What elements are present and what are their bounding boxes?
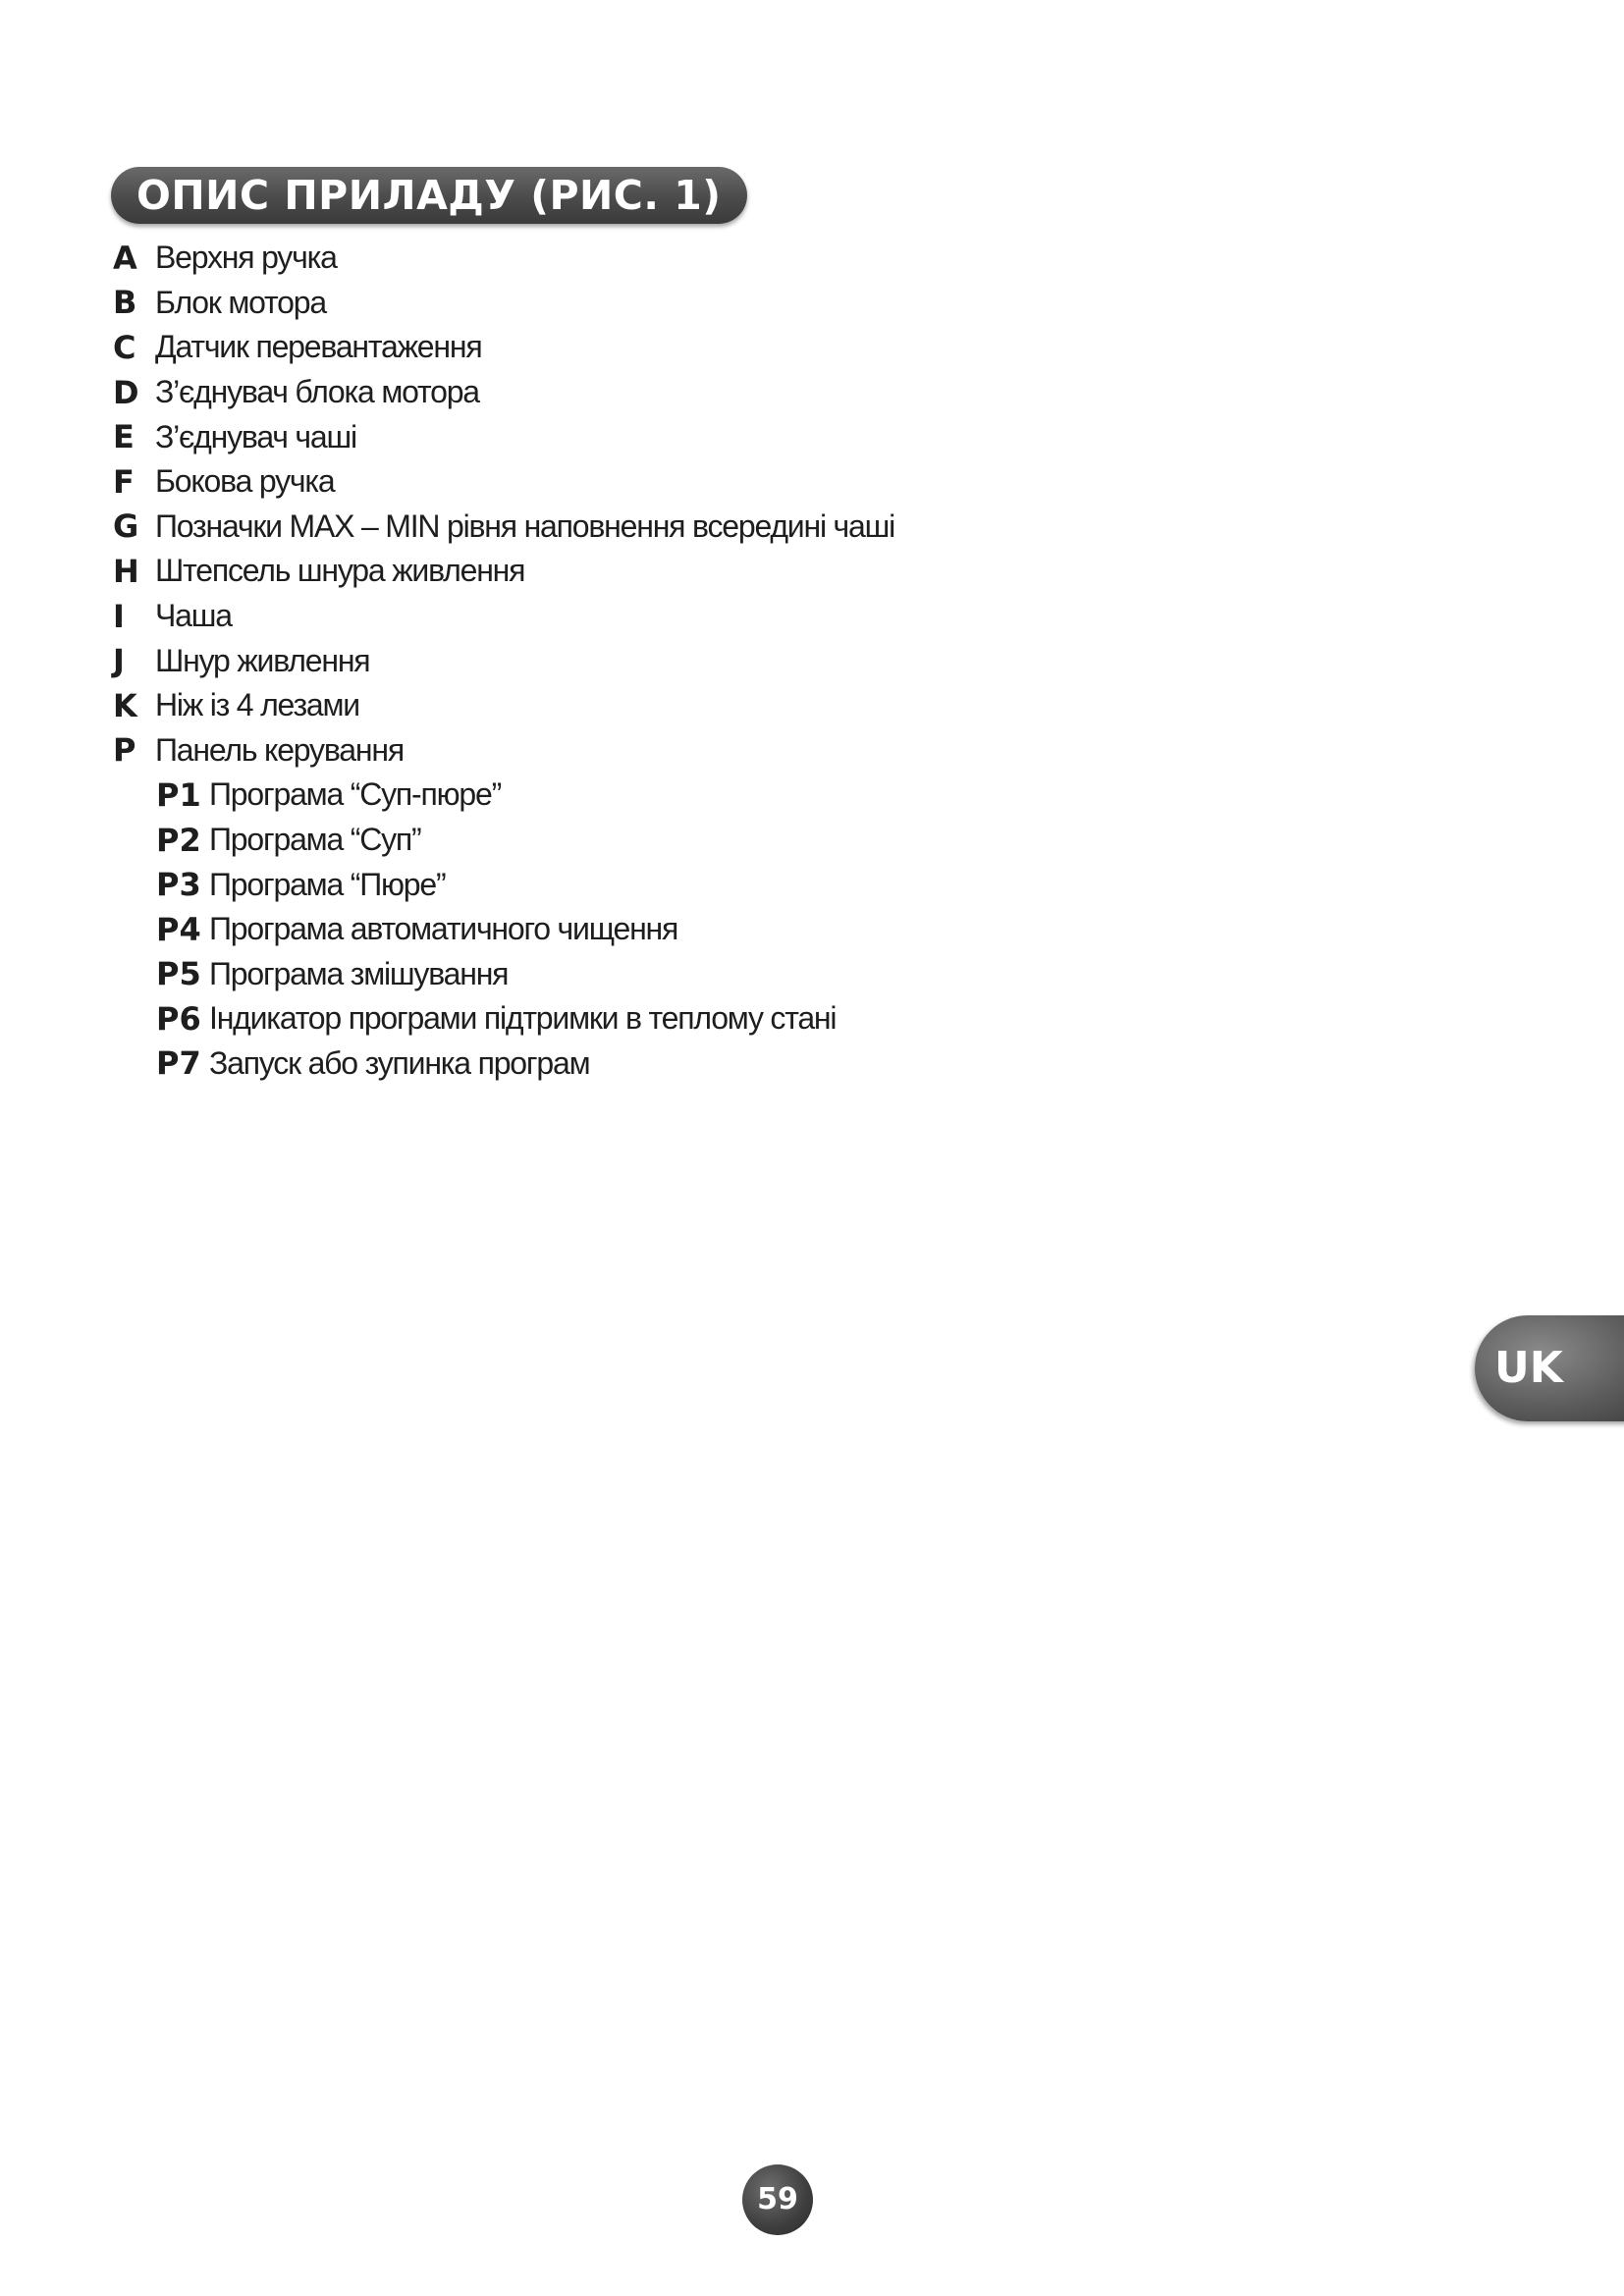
list-item [113, 459, 894, 505]
item-key: I [113, 597, 125, 635]
sub-item-key: P3 [156, 866, 201, 904]
list-item [113, 370, 894, 415]
item-key: D [113, 373, 139, 411]
item-label: Чаша [155, 598, 232, 634]
item-label: Верхня ручка [155, 240, 337, 276]
sub-item-key: P6 [156, 999, 201, 1038]
list-item [113, 505, 894, 550]
sub-list-item [113, 773, 894, 818]
sub-list-item [113, 862, 894, 907]
item-key: P [113, 731, 136, 770]
list-item [113, 236, 894, 281]
item-label: З’єднувач чаші [155, 418, 356, 454]
sub-item-label: Програма “Суп” [209, 822, 421, 858]
item-label: Ніж із 4 лезами [155, 687, 359, 723]
sub-item-label: Запуск або зупинка програм [209, 1044, 590, 1081]
sub-item-key: P5 [156, 955, 201, 993]
list-item [113, 683, 894, 728]
sub-item-label: Програма “Пюре” [209, 866, 446, 902]
sub-item-key: P2 [156, 821, 201, 859]
sub-list-item [113, 1041, 894, 1087]
sub-item-label: Програма змішування [209, 955, 509, 991]
item-key: G [113, 507, 139, 546]
list-item [113, 414, 894, 459]
sub-list-item [113, 907, 894, 952]
section-title-badge [111, 167, 747, 224]
sub-item-key: P4 [156, 910, 201, 948]
item-label: Позначки MAX – MIN рівня наповнення всередині чаші [155, 507, 895, 544]
item-key: J [113, 642, 125, 680]
language-tab [1475, 1315, 1624, 1421]
item-label: Датчик перевантаження [155, 329, 482, 365]
item-label: Панель керування [155, 731, 404, 768]
list-item [113, 638, 894, 683]
sub-item-key: P1 [156, 775, 201, 814]
item-key: H [113, 552, 139, 590]
item-key: E [113, 418, 135, 456]
list-item [113, 281, 894, 326]
sub-list-item [113, 952, 894, 997]
sub-list-item [113, 996, 894, 1041]
sub-item-label: Програма автоматичного чищення [209, 911, 678, 947]
item-key: B [113, 284, 137, 322]
sub-item-label: Індикатор програми підтримки в теплому стані [209, 1000, 837, 1037]
item-key: C [113, 328, 136, 366]
item-label: Штепсель шнура живлення [155, 553, 525, 589]
item-label: Бокова ручка [155, 463, 335, 500]
item-key: F [113, 462, 135, 501]
sub-list-item [113, 818, 894, 863]
page-number: 59 [742, 2164, 813, 2235]
list-item [113, 325, 894, 370]
sub-item-key: P7 [156, 1044, 201, 1083]
language-tab-label: UK [1494, 1343, 1563, 1393]
list-item [113, 594, 894, 639]
item-label: Шнур живлення [155, 642, 370, 678]
item-label: Блок мотора [155, 284, 326, 320]
list-item [113, 728, 894, 774]
item-key: K [113, 686, 137, 724]
item-label: З’єднувач блока мотора [155, 374, 479, 410]
list-item [113, 549, 894, 594]
section-title: ОПИС ПРИЛАДУ (РИС. 1) [136, 172, 722, 219]
parts-list [113, 236, 894, 1086]
sub-item-label: Програма “Суп-пюре” [209, 776, 502, 813]
item-key: A [113, 239, 137, 277]
